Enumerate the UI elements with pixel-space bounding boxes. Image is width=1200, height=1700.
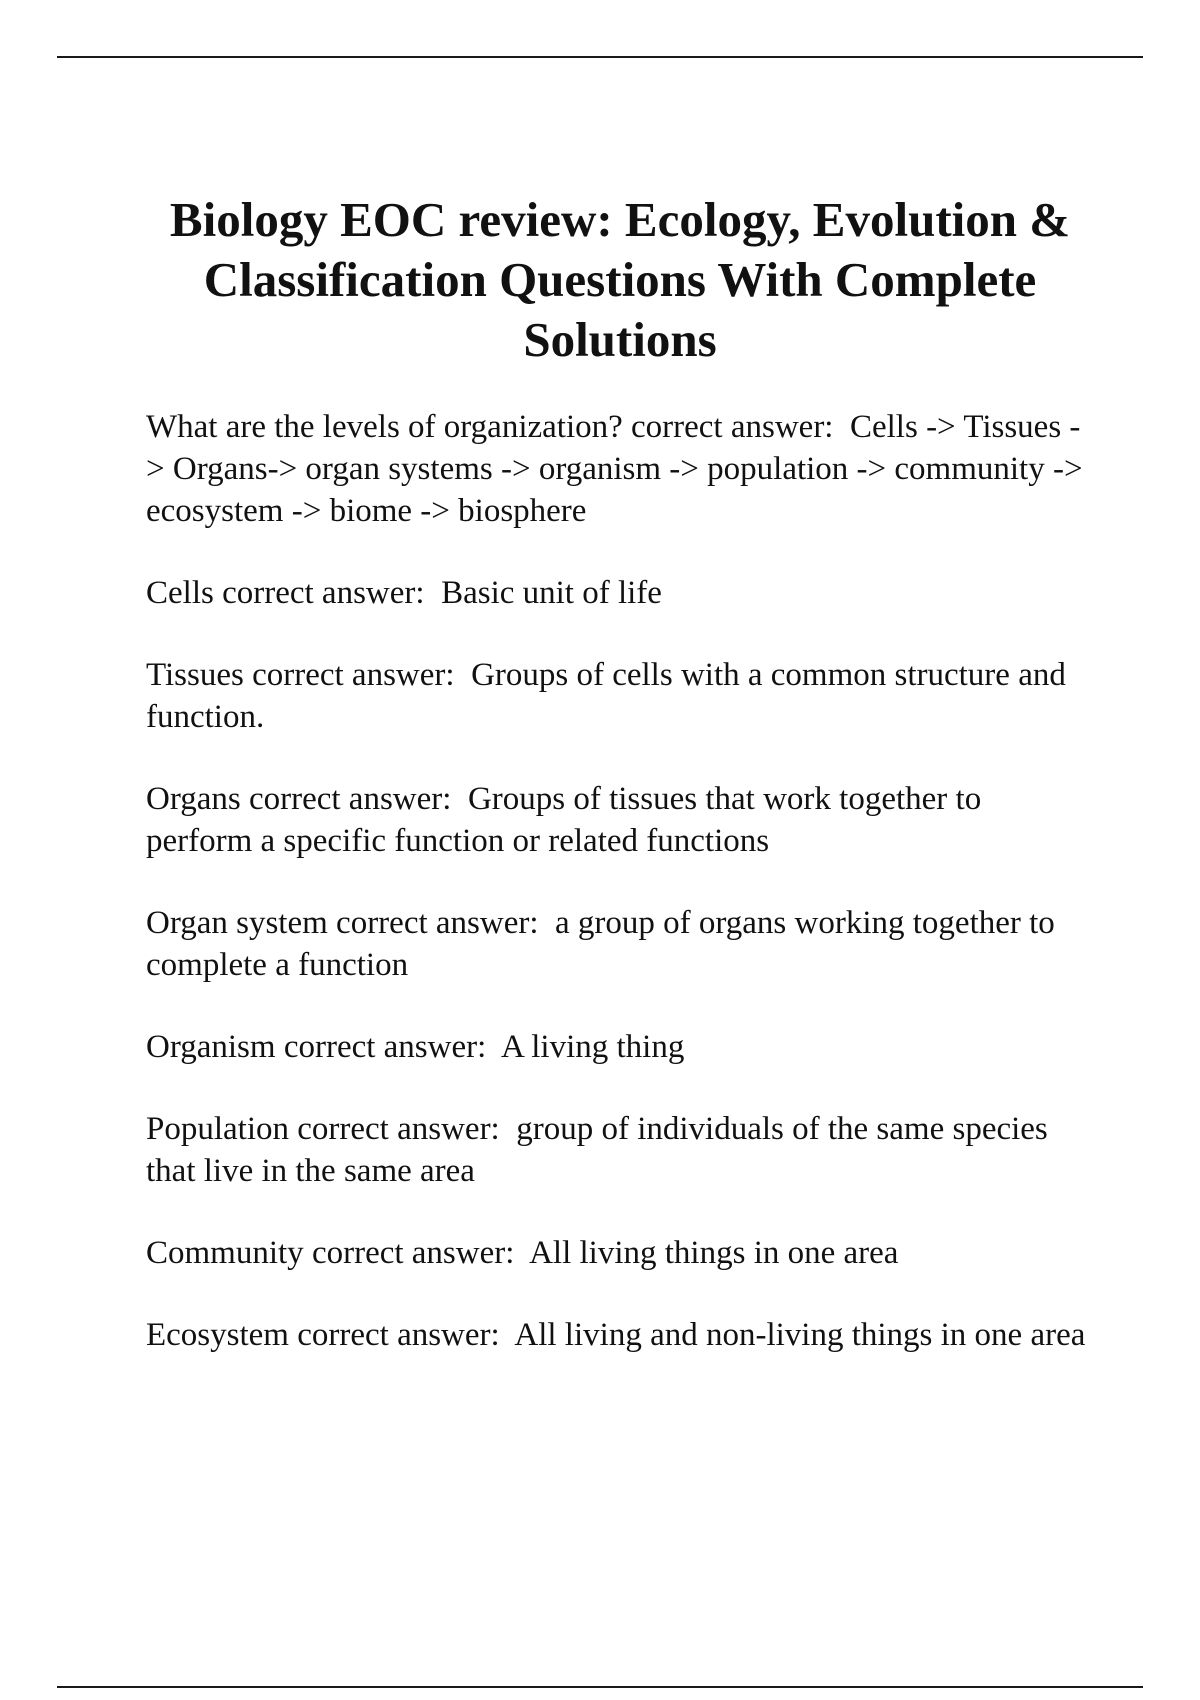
qa-item bbox=[146, 1108, 1086, 1192]
qa-question: Ecosystem bbox=[146, 1317, 289, 1353]
qa-item bbox=[146, 572, 1086, 614]
qa-question: Organ system bbox=[146, 905, 328, 941]
qa-answer-label: correct answer: bbox=[248, 781, 468, 817]
qa-answer-label: correct answer: bbox=[631, 409, 850, 445]
qa-question: Tissues bbox=[146, 657, 244, 693]
qa-answer: Cells -> Tissues -> Organs-> organ systems -> organism -> population -> community -> ecosystem -> biome -> biosphere bbox=[146, 409, 1083, 529]
qa-question: What are the levels of organization? bbox=[146, 409, 623, 445]
qa-item bbox=[146, 778, 1086, 862]
qa-answer-label: correct answer: bbox=[283, 1029, 501, 1065]
qa-answer-label: correct answer: bbox=[311, 1235, 530, 1271]
qa-answer-label: correct answer: bbox=[336, 905, 556, 941]
qa-question: Community bbox=[146, 1235, 304, 1271]
qa-item bbox=[146, 1232, 1086, 1274]
qa-item bbox=[146, 1026, 1086, 1068]
qa-item bbox=[146, 654, 1086, 738]
qa-question: Organism bbox=[146, 1029, 276, 1065]
qa-answer: All living things in one area bbox=[529, 1235, 899, 1271]
qa-item bbox=[146, 1314, 1086, 1356]
qa-answer-label: correct answer: bbox=[297, 1111, 517, 1147]
qa-answer-label: correct answer: bbox=[297, 1317, 515, 1353]
qa-item bbox=[146, 406, 1086, 532]
qa-question: Cells bbox=[146, 575, 214, 611]
qa-question: Population bbox=[146, 1111, 290, 1147]
qa-answer: a group of organs working together to complete a function bbox=[146, 905, 1055, 983]
qa-answer: A living thing bbox=[500, 1029, 685, 1065]
qa-list bbox=[146, 406, 1086, 1396]
qa-answer: group of individuals of the same species that live in the same area bbox=[146, 1111, 1048, 1189]
document-title: Biology EOC review: Ecology, Evolution & Classification Questions With Complete Solutions bbox=[169, 192, 1071, 367]
qa-answer: Groups of tissues that work together to perform a specific function or related functions bbox=[146, 781, 982, 859]
qa-answer: Groups of cells with a common structure and function. bbox=[146, 657, 1066, 735]
qa-answer: Basic unit of life bbox=[441, 575, 662, 611]
qa-answer-label: correct answer: bbox=[252, 657, 472, 693]
qa-question: Organs bbox=[146, 781, 241, 817]
header-rule bbox=[57, 56, 1143, 58]
footer-rule bbox=[57, 1686, 1143, 1688]
qa-answer-label: correct answer: bbox=[222, 575, 442, 611]
qa-answer: All living and non-living things in one area bbox=[514, 1317, 1086, 1353]
qa-item bbox=[146, 902, 1086, 986]
